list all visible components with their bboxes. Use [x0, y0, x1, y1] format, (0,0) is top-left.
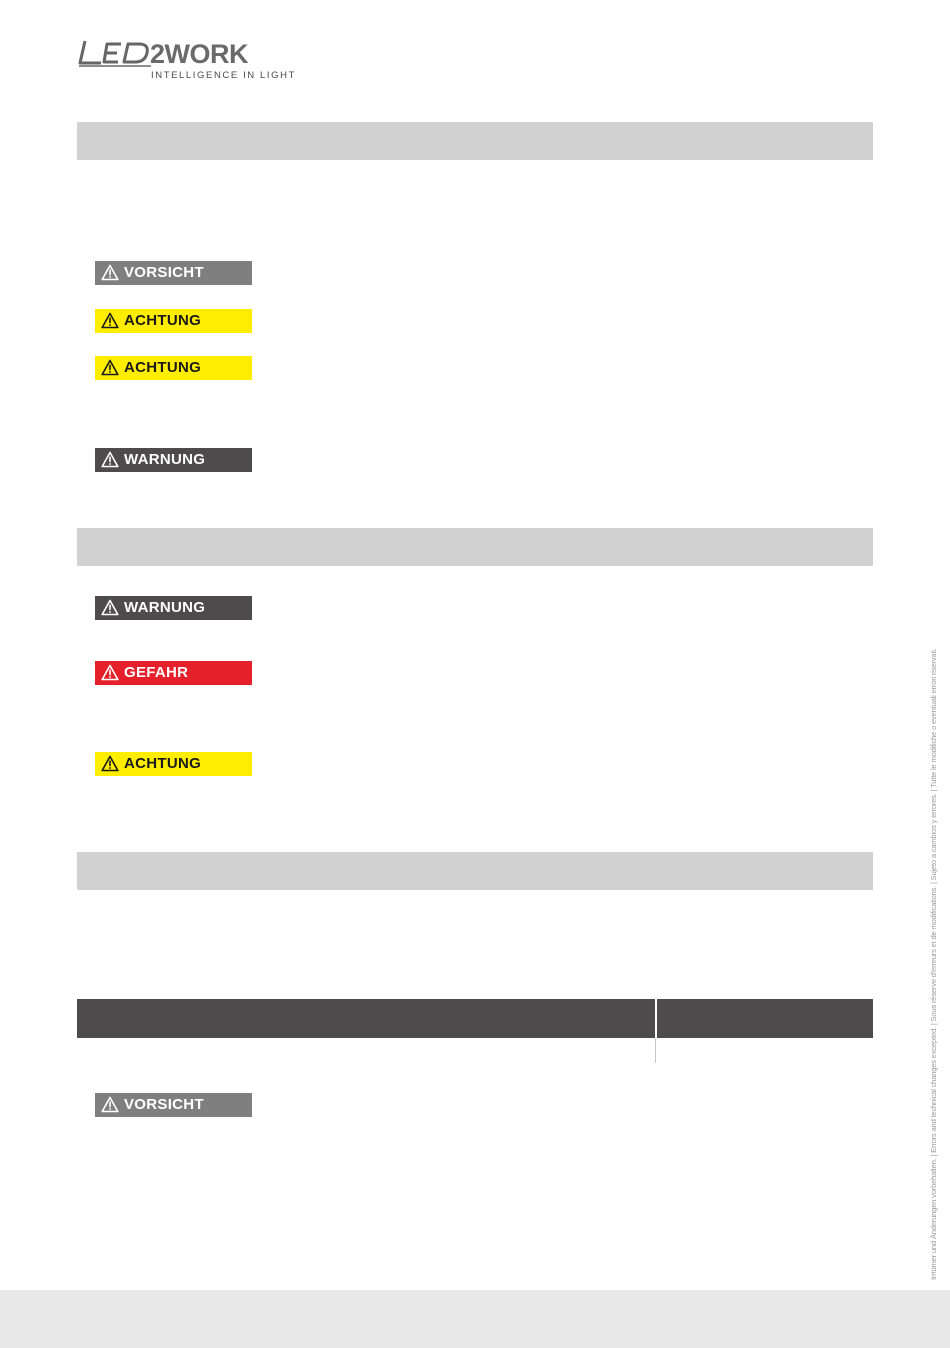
badge-label: WARNUNG: [124, 599, 206, 616]
warning-triangle-icon: [101, 264, 119, 281]
table-column-divider: [655, 1038, 656, 1063]
warning-triangle-icon: [101, 664, 119, 681]
section-header-bar: [77, 852, 873, 890]
svg-text:2WORK: 2WORK: [150, 39, 248, 68]
table-column-divider: [655, 999, 657, 1038]
warnung-badge: [95, 448, 252, 472]
warning-triangle-icon: [101, 1096, 119, 1113]
warning-triangle-icon: [101, 312, 119, 329]
table-header: [77, 999, 873, 1038]
gefahr-badge: [95, 661, 252, 685]
legal-side-note: Irrtümer und Änderungen vorbehalten. | Errors and technical changes excepted. | Sous réserve d'erreurs et de modifications. | Sujeto a cambios y errores. | Tutte le modifiche o eventuali errori riservati.: [929, 648, 938, 1280]
vorsicht-badge: [95, 261, 252, 285]
brand-tagline: INTELLIGENCE IN LIGHT: [151, 70, 296, 81]
warning-triangle-icon: [101, 599, 119, 616]
footer-band: [0, 1290, 950, 1348]
badge-label: VORSICHT: [124, 1096, 204, 1113]
achtung-badge: [95, 356, 252, 380]
badge-label: ACHTUNG: [124, 312, 202, 329]
achtung-badge: [95, 309, 252, 333]
badge-label: ACHTUNG: [124, 359, 202, 376]
section-header-bar: [77, 122, 873, 160]
brand-logo: [77, 38, 302, 86]
badge-label: GEFAHR: [124, 664, 189, 681]
warning-triangle-icon: [101, 359, 119, 376]
warnung-badge: [95, 596, 252, 620]
badge-label: WARNUNG: [124, 451, 206, 468]
warning-triangle-icon: [101, 451, 119, 468]
section-header-bar: [77, 528, 873, 566]
badge-label: ACHTUNG: [124, 755, 202, 772]
badge-label: VORSICHT: [124, 264, 204, 281]
logo-wordmark: [77, 38, 302, 68]
achtung-badge: [95, 752, 252, 776]
vorsicht-badge: [95, 1093, 252, 1117]
warning-triangle-icon: [101, 755, 119, 772]
